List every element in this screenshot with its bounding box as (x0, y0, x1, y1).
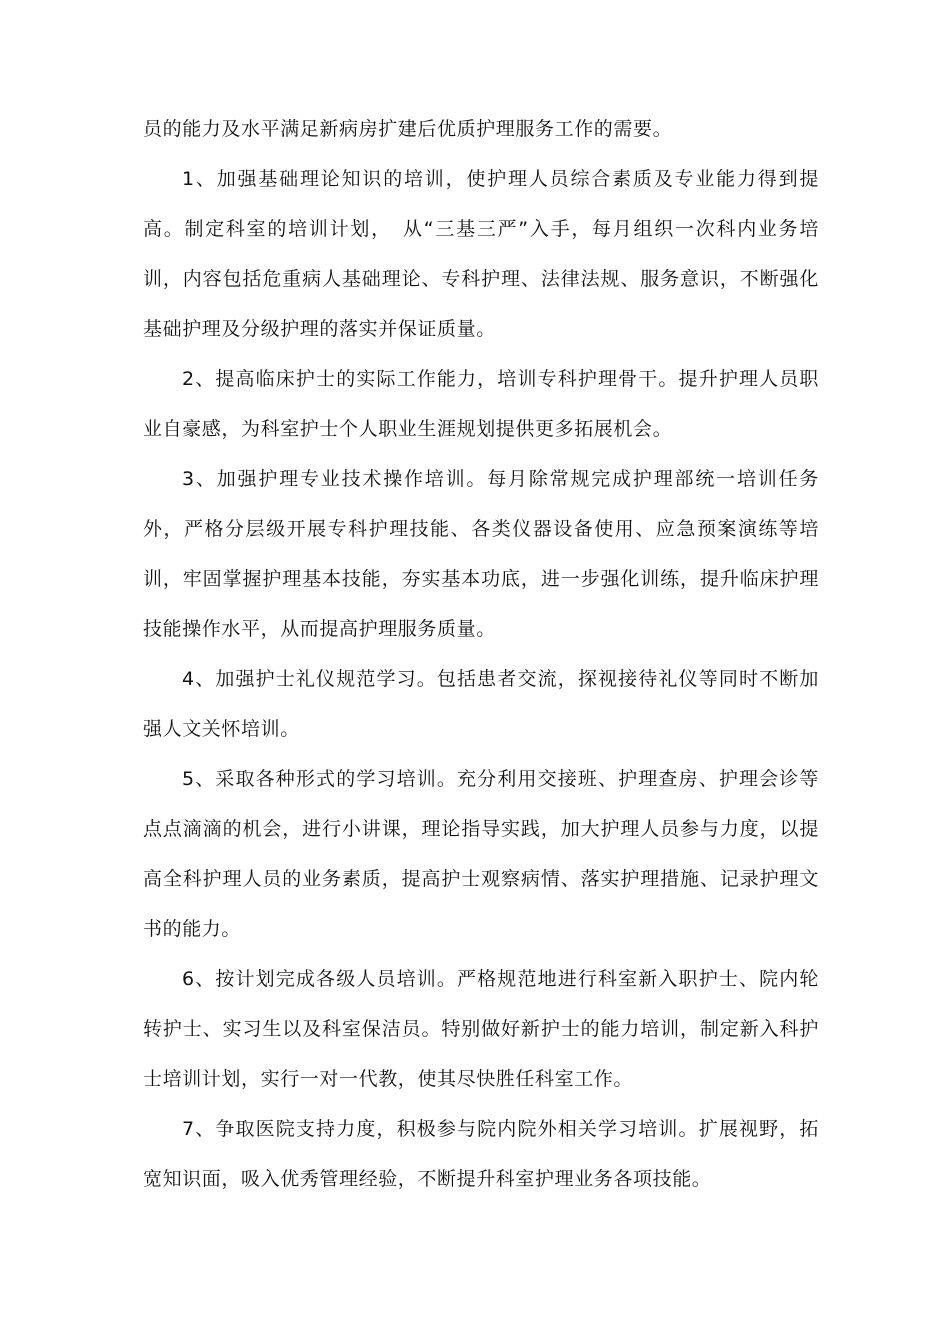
paragraph-continuation: 员的能力及水平满足新病房扩建后优质护理服务工作的需要。 (143, 118, 673, 140)
paragraph-item-2: 2、提高临床护士的实际工作能力，培训专科护理骨干。提升护理人员职业自豪感，为科室护士个人职业生涯规划提供更多拓展机会。 (143, 368, 819, 440)
document-body (143, 104, 819, 1204)
paragraph-item-1: 1、加强基础理论知识的培训，使护理人员综合素质及专业能力得到提高。制定科室的培训计划， 从“三基三严”入手，每月组织一次科内业务培训，内容包括危重病人基础理论、专科护理、法律法规、服务意识，不断强化基础护理及分级护理的落实并保证质量。 (143, 168, 819, 340)
paragraph-item-7: 7、争取医院支持力度，积极参与院内院外相关学习培训。扩展视野，拓宽知识面，吸入优秀管理经验，不断提升科室护理业务各项技能。 (143, 1118, 819, 1190)
paragraph-item-3: 3、加强护理专业技术操作培训。每月除常规完成护理部统一培训任务外，严格分层级开展专科护理技能、各类仪器设备使用、应急预案演练等培训，牢固掌握护理基本技能，夯实基本功底，进一步强化训练，提升临床护理技能操作水平，从而提高护理服务质量。 (143, 468, 819, 640)
paragraph-item-5: 5、采取各种形式的学习培训。充分利用交接班、护理查房、护理会诊等点点滴滴的机会，进行小讲课，理论指导实践，加大护理人员参与力度，以提高全科护理人员的业务素质，提高护士观察病情、落实护理措施、记录护理文书的能力。 (143, 768, 819, 940)
paragraph-item-6: 6、按计划完成各级人员培训。严格规范地进行科室新入职护士、院内轮转护士、实习生以及科室保洁员。特别做好新护士的能力培训，制定新入科护士培训计划，实行一对一代教，使其尽快胜任科室工作。 (143, 968, 819, 1090)
paragraph-item-4: 4、加强护士礼仪规范学习。包括患者交流，探视接待礼仪等同时不断加强人文关怀培训。 (143, 668, 819, 740)
